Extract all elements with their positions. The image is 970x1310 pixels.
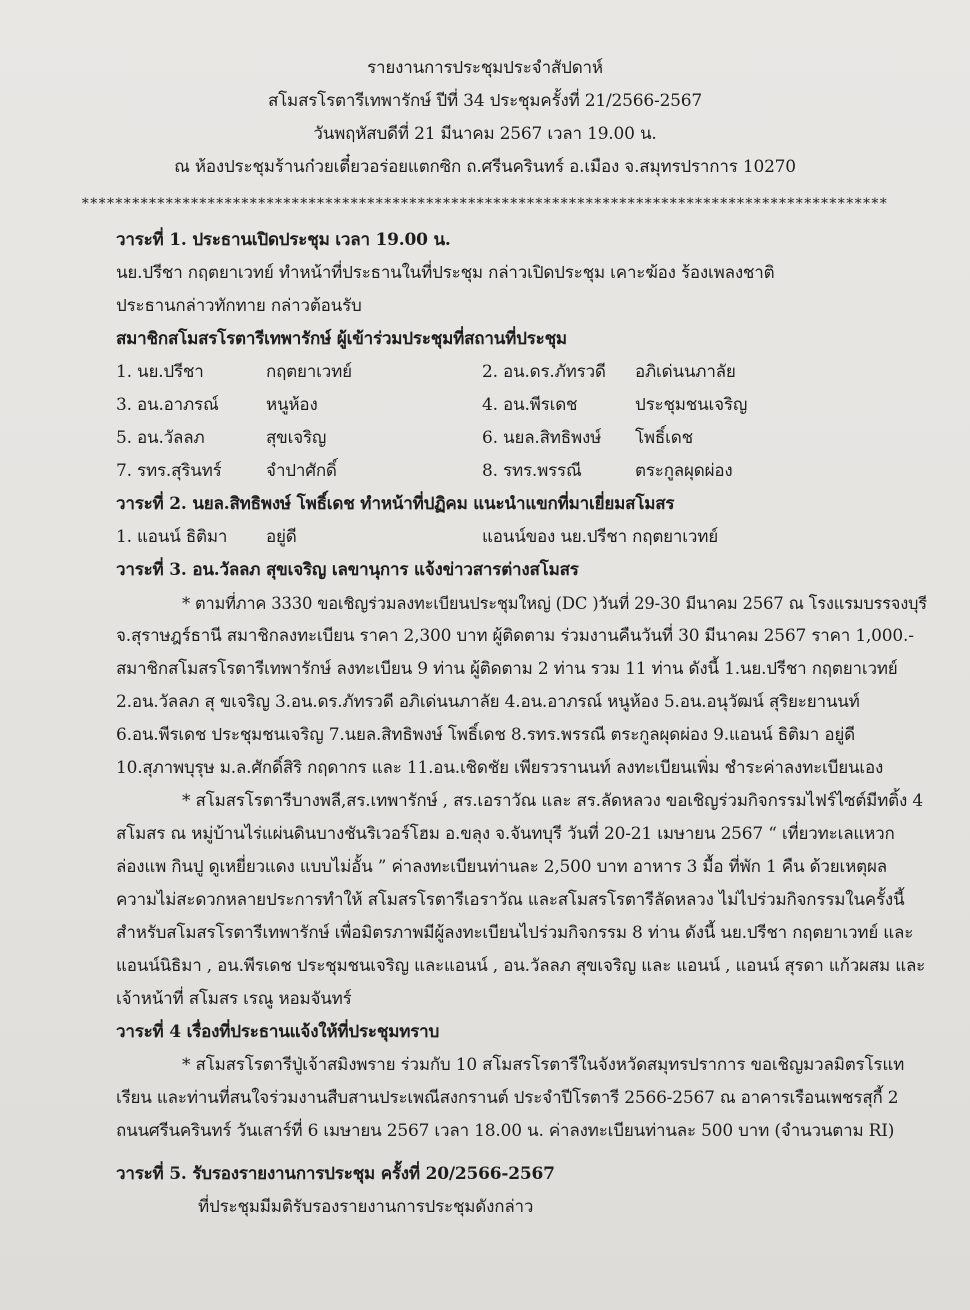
members-heading: สมาชิกสโมสรโรตารีเทพารักษ์ ผู้เข้าร่วมประชุมที่สถานที่ประชุม: [116, 329, 567, 349]
paragraph-line: เรียน และท่านที่สนใจร่วมงานสืบสานประเพณีสงกรานต์ ประจำปีโรตารี 2566-2567 ณ อาคารเรือนเพชรสุกี้ 2: [116, 1088, 899, 1108]
member-surname: หนูห้อง: [266, 395, 318, 415]
member-surname: โพธิ์เดช: [635, 428, 693, 448]
agenda-5-text: ที่ประชุมมีมติรับรองรายงานการประชุมดังกล่าว: [198, 1197, 534, 1217]
paragraph-line: 10.สุภาพบุรุษ ม.ล.ศักดิ์สิริ กฤดากร และ 11.อน.เชิดชัย เพียรวรานนท์ ลงทะเบียนเพิ่ม ชำระค่าลงทะเบียนเอง: [116, 758, 884, 778]
agenda-1-text: ประธานกล่าวทักทาย กล่าวต้อนรับ: [116, 296, 362, 316]
members-list: [116, 356, 930, 488]
report-title: รายงานการประชุมประจำสัปดาห์: [367, 58, 603, 78]
agenda-3-paragraph-1: [116, 587, 930, 785]
agenda-4-heading: วาระที่ 4 เรื่องที่ประธานแจ้งให้ที่ประชุมทราบ: [116, 1022, 440, 1042]
agenda-4-paragraph: [116, 1049, 930, 1148]
spacer: [116, 1148, 930, 1158]
paragraph-line: ความไม่สะดวกหลายประการทำให้ สโมสรโรตารีเอราวัณ และสโมสรโรตารีลัดหลวง ไม่ไปร่วมกิจกรรมในครั้งนี้: [116, 890, 905, 910]
paragraph-line: แอนน์นิธิมา , อน.พีรเดช ประชุมชนเจริญ และแอนน์ , อน.วัลลภ สุขเจริญ และ แอนน์ , แอนน์ สุรดา แก้วผสม และ: [116, 956, 926, 976]
paragraph-line: * ตามที่ภาค 3330 ขอเชิญร่วมลงทะเบียนประชุมใหญ่ (DC )วันที่ 29-30 มีนาคม 2567 ณ โรงแรมบรรจงบุรี: [182, 594, 927, 613]
paragraph-line: 2.อน.วัลลภ สุ ขเจริญ 3.อน.ดร.ภัทรวดี อภิเด่นนภาลัย 4.อน.อาภรณ์ หนูห้อง 5.อน.อนุวัฒน์ สุริยะยานนท์: [116, 692, 860, 712]
agenda-3-heading: วาระที่ 3. อน.วัลลภ สุขเจริญ เลขานุการ แจ้งข่าวสารต่างสโมสร: [116, 560, 579, 580]
agenda-1-text: นย.ปรีชา กฤตยาเวทย์ ทำหน้าที่ประธานในที่ประชุม กล่าวเปิดประชุม เคาะฆ้อง ร้องเพลงชาติ: [116, 263, 775, 283]
member-name: 7. รทร.สุรินทร์: [116, 461, 222, 481]
meeting-date: วันพฤหัสบดีที่ 21 มีนาคม 2567 เวลา 19.00 น.: [313, 124, 657, 144]
member-surname: จำปาศักดิ์: [266, 461, 337, 481]
guest-row: [116, 521, 930, 554]
paragraph-line: เจ้าหน้าที่ สโมสร เรณู หอมจันทร์: [116, 989, 352, 1009]
member-name: 2. อน.ดร.ภัทรวดี: [482, 362, 606, 382]
paragraph-line: สมาชิกสโมสรโรตารีเทพารักษ์ ลงทะเบียน 9 ท่าน ผู้ติดตาม 2 ท่าน รวม 11 ท่าน ดังนี้ 1.นย.ปรีชา กฤตยาเวทย์: [116, 659, 898, 679]
member-surname: อภิเด่นนภาลัย: [635, 362, 736, 382]
paragraph-line: สโมสร ณ หมู่บ้านไร่แผ่นดินบางชันริเวอร์โฮม อ.ขลุง จ.จันทบุรี วันที่ 20-21 เมษายน 2567 “ เที่ยวทะเลแหวก: [116, 824, 895, 844]
paragraph-line: ล่องแพ กินปู ดูเหยี่ยวแดง แบบไม่อั้น ” ค่าลงทะเบียนท่านละ 2,500 บาท อาหาร 3 มื้อ ที่พัก 1 คืน ด้วยเหตุผล: [116, 857, 887, 877]
member-surname: ตระกูลผุดผ่อง: [635, 461, 733, 481]
agenda-5-heading: วาระที่ 5. รับรองรายงานการประชุม ครั้งที่ 20/2566-2567: [116, 1164, 555, 1184]
agenda-3-paragraph-2: [116, 785, 930, 1016]
paragraph-line: ถนนศรีนครินทร์ วันเสาร์ที่ 6 เมษายน 2567 เวลา 18.00 น. ค่าลงทะเบียนท่านละ 500 บาท (จำนวนตาม RI): [116, 1121, 895, 1141]
paragraph-line: จ.สุราษฎร์ธานี สมาชิกลงทะเบียน ราคา 2,300 บาท ผู้ติดตาม ร่วมงานคืนวันที่ 30 มีนาคม 2567 ราคา 1,000.-: [116, 626, 914, 646]
paragraph-line: * สโมสรโรตารีบางพลี,สร.เทพารักษ์ , สร.เอราวัณ และ สร.ลัดหลวง ขอเชิญร่วมกิจกรรมไฟร์ไซต์มีทติ้ง 4: [182, 791, 923, 811]
guest-name: 1. แอนน์ ธิติมา: [116, 527, 228, 547]
paragraph-line: 6.อน.พีรเดช ประชุมชนเจริญ 7.นยล.สิทธิพงษ์ โพธิ์เดช 8.รทร.พรรณี ตระกูลผุดผ่อง 9.แอนน์ ธิติมา อยู่ดี: [116, 725, 855, 745]
member-name: 3. อน.อาภรณ์: [116, 395, 219, 415]
guest-note: แอนน์ของ นย.ปรีชา กฤตยาเวทย์: [482, 527, 718, 547]
member-surname: กฤตยาเวทย์: [266, 362, 352, 382]
star-divider: ************************************************************************************************: [81, 196, 889, 212]
paragraph-line: สำหรับสโมสรโรตารีเทพารักษ์ เพื่อมิตรภาพมีผู้ลงทะเบียนไปร่วมกิจกรรม 8 ท่าน ดังนี้ นย.ปรีชา กฤตยาเวทย์ และ: [116, 923, 914, 943]
member-name: 8. รทร.พรรณี: [482, 461, 582, 481]
member-name: 1. นย.ปรีชา: [116, 362, 204, 382]
agenda-2-heading: วาระที่ 2. นยล.สิทธิพงษ์ โพธิ์เดช ทำหน้าที่ปฏิคม แนะนำแขกที่มาเยี่ยมสโมสร: [116, 494, 675, 514]
member-name: 4. อน.พีรเดช: [482, 395, 578, 415]
paragraph-line: * สโมสรโรตารีปู่เจ้าสมิงพราย ร่วมกับ 10 สโมสรโรตารีในจังหวัดสมุทรปราการ ขอเชิญมวลมิตรโรแท: [182, 1055, 905, 1075]
agenda-1-heading: วาระที่ 1. ประธานเปิดประชุม เวลา 19.00 น.: [116, 230, 451, 250]
guest-surname: อยู่ดี: [266, 527, 297, 547]
member-name: 6. นยล.สิทธิพงษ์: [482, 428, 602, 448]
member-surname: สุขเจริญ: [266, 428, 327, 448]
club-meeting-number: สโมสรโรตารีเทพารักษ์ ปีที่ 34 ประชุมครั้งที่ 21/2566-2567: [267, 91, 703, 111]
member-name: 5. อน.วัลลภ: [116, 428, 205, 448]
meeting-location: ณ ห้องประชุมร้านก๋วยเตี๋ยวอร่อยแตกซิก ถ.ศรีนครินทร์ อ.เมือง จ.สมุทรปราการ 10270: [174, 157, 796, 177]
member-surname: ประชุมชนเจริญ: [635, 395, 748, 415]
